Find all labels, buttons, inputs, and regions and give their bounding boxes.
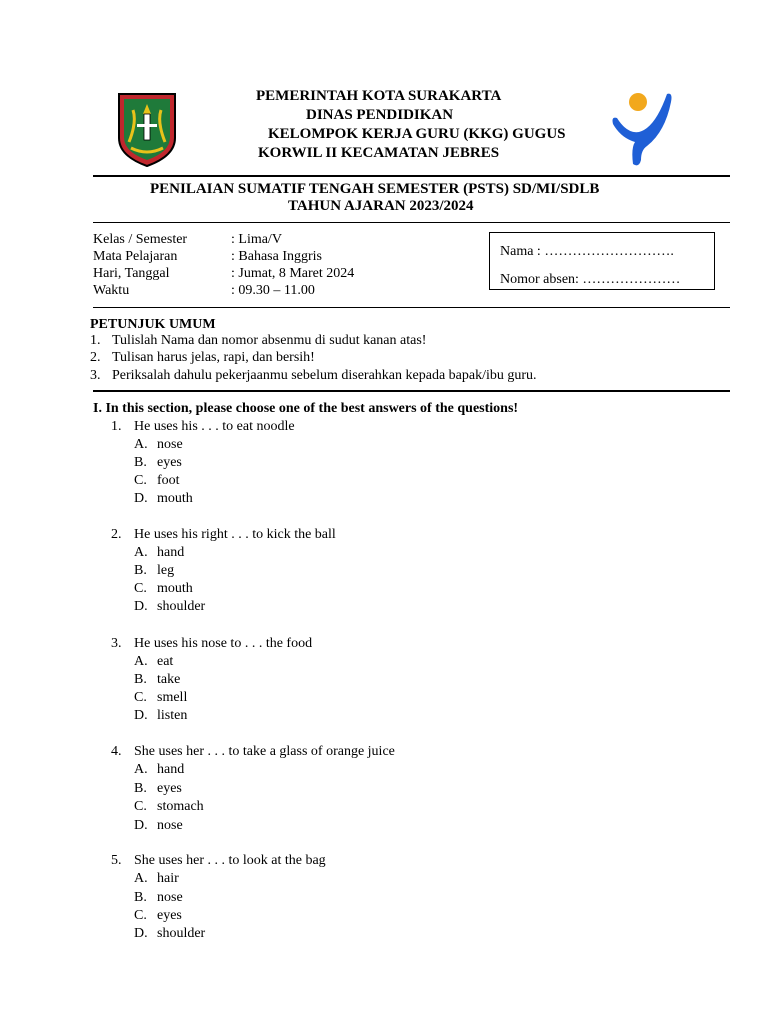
q1-option-d: mouth — [157, 491, 193, 506]
q1-option-c-letter: C. — [134, 473, 147, 488]
petunjuk-text-1: Tulislah Nama dan nomor absenmu di sudut kanan atas! — [112, 333, 427, 348]
header-line-2: DINAS PENDIDIKAN — [306, 107, 454, 123]
header-line-1: PEMERINTAH KOTA SURAKARTA — [256, 88, 502, 104]
q5-option-a-letter: A. — [134, 871, 148, 886]
q1-option-a-letter: A. — [134, 437, 148, 452]
q1-option-c: foot — [157, 473, 180, 488]
q1-option-b-letter: B. — [134, 455, 147, 470]
q3-option-a-letter: A. — [134, 654, 148, 669]
student-name-box[interactable] — [489, 232, 715, 290]
q4-option-a-letter: A. — [134, 762, 148, 777]
q1-option-b: eyes — [157, 455, 182, 470]
info-value-mapel: : Bahasa Inggris — [231, 249, 322, 264]
petunjuk-text-3: Periksalah dahulu pekerjaanmu sebelum diserahkan kepada bapak/ibu guru. — [112, 368, 537, 383]
q2-option-c-letter: C. — [134, 581, 147, 596]
q3-option-b: take — [157, 672, 181, 687]
q4-option-b: eyes — [157, 781, 182, 796]
q5-option-d-letter: D. — [134, 926, 148, 941]
q4-option-a: hand — [157, 762, 185, 777]
exam-title: PENILAIAN SUMATIF TENGAH SEMESTER (PSTS) SD/MI/SDLB — [150, 181, 600, 197]
info-value-kelas: : Lima/V — [231, 232, 282, 247]
question-5-text: She uses her . . . to look at the bag — [134, 853, 326, 868]
info-value-waktu: : 09.30 – 11.00 — [231, 283, 315, 298]
surakarta-emblem-icon — [115, 92, 179, 168]
question-3-number: 3. — [111, 636, 122, 651]
petunjuk-heading: PETUNJUK UMUM — [90, 317, 216, 332]
title-divider — [93, 222, 730, 223]
question-1-text: He uses his . . . to eat noodle — [134, 419, 295, 434]
q5-option-c: eyes — [157, 908, 182, 923]
petunjuk-text-2: Tulisan harus jelas, rapi, dan bersih! — [112, 350, 315, 365]
q4-option-c-letter: C. — [134, 799, 147, 814]
q2-option-a-letter: A. — [134, 545, 148, 560]
petunjuk-num-2: 2. — [90, 350, 101, 365]
exam-year: TAHUN AJARAN 2023/2024 — [288, 198, 474, 214]
q3-option-c-letter: C. — [134, 690, 147, 705]
petunjuk-num-3: 3. — [90, 368, 101, 383]
info-label-kelas: Kelas / Semester — [93, 232, 188, 247]
info-divider — [93, 307, 730, 308]
q2-option-d: shoulder — [157, 599, 206, 614]
q1-option-a: nose — [157, 437, 183, 452]
q5-option-c-letter: C. — [134, 908, 147, 923]
q2-option-b-letter: B. — [134, 563, 147, 578]
q4-option-d-letter: D. — [134, 818, 148, 833]
question-1-number: 1. — [111, 419, 122, 434]
q5-option-b: nose — [157, 890, 183, 905]
petunjuk-divider — [93, 390, 730, 392]
question-3-text: He uses his nose to . . . the food — [134, 636, 313, 651]
name-field-label: Nama : ………………………. — [500, 244, 674, 259]
q3-option-b-letter: B. — [134, 672, 147, 687]
info-label-waktu: Waktu — [93, 283, 130, 298]
header-line-4: KORWIL II KECAMATAN JEBRES — [258, 145, 500, 161]
question-4-number: 4. — [111, 744, 122, 759]
section-heading: I. In this section, please choose one of the best answers of the questions! — [93, 401, 519, 416]
q5-option-a: hair — [157, 871, 179, 886]
q5-option-b-letter: B. — [134, 890, 147, 905]
question-5-number: 5. — [111, 853, 122, 868]
q2-option-d-letter: D. — [134, 599, 148, 614]
q1-option-d-letter: D. — [134, 491, 148, 506]
info-label-mapel: Mata Pelajaran — [93, 249, 178, 264]
question-4-text: She uses her . . . to take a glass of orange juice — [134, 744, 395, 759]
header-line-3: KELOMPOK KERJA GURU (KKG) GUGUS — [268, 126, 566, 142]
question-2-text: He uses his right . . . to kick the ball — [134, 527, 336, 542]
q4-option-d: nose — [157, 818, 183, 833]
header-divider — [93, 175, 730, 177]
q2-option-b: leg — [157, 563, 175, 578]
q3-option-a: eat — [157, 654, 174, 669]
q4-option-b-letter: B. — [134, 781, 147, 796]
petunjuk-num-1: 1. — [90, 333, 101, 348]
q2-option-a: hand — [157, 545, 185, 560]
q3-option-d-letter: D. — [134, 708, 148, 723]
q4-option-c: stomach — [157, 799, 204, 814]
info-value-hari: : Jumat, 8 Maret 2024 — [231, 266, 355, 281]
info-label-hari: Hari, Tanggal — [93, 266, 170, 281]
q5-option-d: shoulder — [157, 926, 206, 941]
q3-option-d: listen — [157, 708, 188, 723]
absen-field-label: Nomor absen: ………………… — [500, 272, 681, 287]
q2-option-c: mouth — [157, 581, 193, 596]
question-2-number: 2. — [111, 527, 122, 542]
kkg-logo-icon — [611, 88, 677, 168]
q3-option-c: smell — [157, 690, 188, 705]
